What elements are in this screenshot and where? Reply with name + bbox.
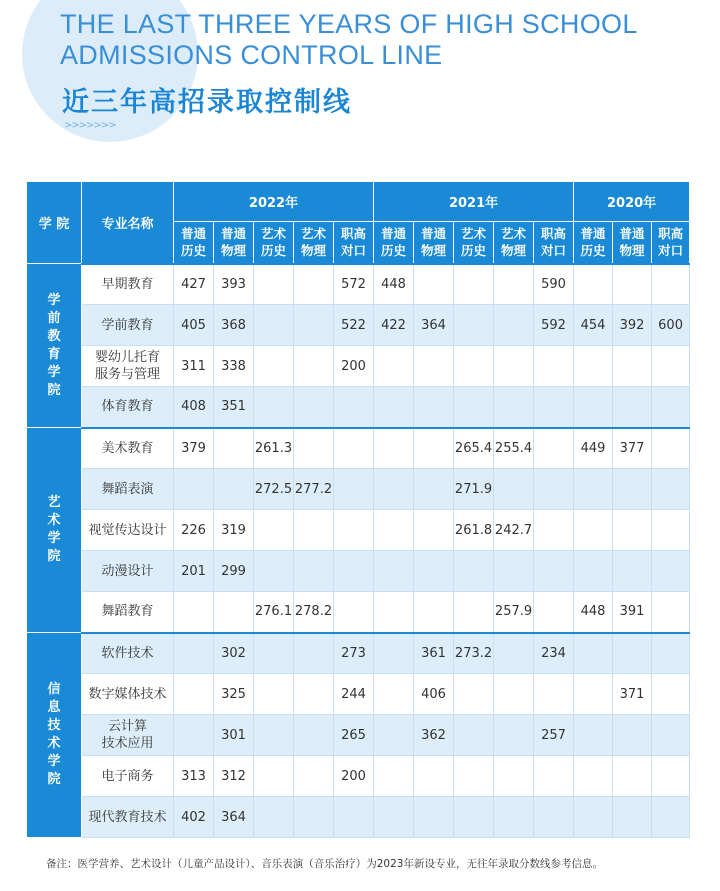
score-cell: 273.2 [454, 633, 494, 674]
score-cell [294, 756, 334, 797]
footnote: 备注：医学营养、艺术设计（儿童产品设计）、音乐表演（音乐治疗）为2023年新设专业，无往年录取分数线参考信息。 [46, 858, 603, 870]
major-name-line: 婴幼儿托育 [94, 350, 160, 365]
header-category-line: 艺术 [461, 226, 487, 242]
score-cell [574, 264, 613, 305]
score-cell [534, 797, 574, 838]
header-category-line: 艺术 [300, 226, 326, 242]
header-category-line: 普通 [381, 226, 407, 242]
header-year: 2021年 [374, 182, 574, 222]
major-name-line: 现代教育技术 [88, 809, 167, 825]
header-category [374, 222, 414, 264]
college-name-text: 艺术学院 [47, 495, 61, 564]
major-name-line: 动漫设计 [101, 563, 154, 579]
score-cell: 448 [374, 264, 414, 305]
score-cell: 391 [613, 592, 652, 633]
major-name-line: 电子商务 [101, 768, 154, 784]
score-cell [374, 756, 414, 797]
major-name-line: 舞蹈表演 [101, 481, 154, 497]
score-cell [374, 428, 414, 469]
score-cell [374, 469, 414, 510]
score-cell [494, 305, 534, 346]
score-cell: 377 [613, 428, 652, 469]
score-cell [494, 756, 534, 797]
header-category-line: 物理 [421, 243, 447, 259]
chevron-arrows-icon: >>>>>>> [64, 120, 116, 131]
score-cell: 572 [334, 264, 374, 305]
score-cell: 338 [214, 346, 254, 387]
score-cell [254, 510, 294, 551]
score-cell: 392 [613, 305, 652, 346]
score-cell: 319 [214, 510, 254, 551]
score-cell: 272.5 [254, 469, 294, 510]
score-cell: 368 [214, 305, 254, 346]
score-cell [534, 551, 574, 592]
score-cell [454, 592, 494, 633]
major-name-line: 软件技术 [101, 645, 154, 661]
score-cell [294, 264, 334, 305]
score-cell [254, 797, 294, 838]
title-en-line1: THE LAST THREE YEARS OF HIGH SCHOOL [60, 9, 638, 39]
score-cell [494, 551, 534, 592]
score-cell [334, 510, 374, 551]
score-cell: 301 [214, 715, 254, 756]
score-cell: 265 [334, 715, 374, 756]
score-cell [574, 797, 613, 838]
header-college: 学 院 [27, 182, 82, 264]
score-cell [254, 715, 294, 756]
score-cell [534, 469, 574, 510]
header-category-line: 普通 [580, 226, 606, 242]
score-cell [254, 633, 294, 674]
score-cell [214, 469, 254, 510]
header-category [454, 222, 494, 264]
score-cell [374, 715, 414, 756]
score-cell: 242.7 [494, 510, 534, 551]
score-cell: 313 [174, 756, 214, 797]
score-cell [574, 510, 613, 551]
header-category-line: 对口 [541, 243, 567, 259]
major-name [82, 264, 174, 305]
header-major: 专业名称 [82, 182, 174, 264]
score-cell [374, 674, 414, 715]
score-cell [254, 674, 294, 715]
score-cell [574, 674, 613, 715]
score-cell [334, 797, 374, 838]
header-category [294, 222, 334, 264]
score-cell: 393 [214, 264, 254, 305]
score-cell: 405 [174, 305, 214, 346]
score-cell: 325 [214, 674, 254, 715]
header-category-line: 普通 [220, 226, 246, 242]
college-name-text: 学前教育学院 [47, 292, 61, 398]
header-category [494, 222, 534, 264]
score-cell [494, 387, 534, 428]
table-row [27, 756, 690, 797]
score-cell [574, 387, 613, 428]
score-cell [652, 264, 690, 305]
major-name-line: 体育教育 [101, 399, 154, 415]
header-category-line: 艺术 [260, 226, 286, 242]
score-cell [414, 346, 454, 387]
score-cell [294, 674, 334, 715]
score-cell [534, 510, 574, 551]
table-row [27, 346, 690, 387]
major-name [82, 346, 174, 387]
table-row [27, 674, 690, 715]
table-row [27, 469, 690, 510]
score-cell [174, 633, 214, 674]
table-row [27, 428, 690, 469]
score-cell: 302 [214, 633, 254, 674]
score-cell [334, 428, 374, 469]
score-cell [454, 264, 494, 305]
page-title-english [60, 9, 700, 71]
major-name [82, 428, 174, 469]
score-cell [414, 797, 454, 838]
score-cell [613, 510, 652, 551]
header-category-line: 普通 [421, 226, 447, 242]
score-cell [494, 346, 534, 387]
score-cell [334, 387, 374, 428]
header-category-line: 普通 [619, 226, 645, 242]
table-row [27, 305, 690, 346]
score-cell [454, 305, 494, 346]
score-cell: 277.2 [294, 469, 334, 510]
score-cell [534, 346, 574, 387]
score-cell [334, 592, 374, 633]
score-cell: 351 [214, 387, 254, 428]
header-category-line: 对口 [658, 243, 684, 259]
score-cell: 261.3 [254, 428, 294, 469]
header-category [254, 222, 294, 264]
header-category-line: 历史 [580, 243, 606, 259]
major-name-line: 学前教育 [101, 317, 154, 333]
score-cell [174, 469, 214, 510]
header-category-line: 历史 [381, 243, 407, 259]
score-cell [613, 756, 652, 797]
major-name-line: 技术应用 [101, 736, 154, 751]
major-name [82, 387, 174, 428]
score-cell [454, 674, 494, 715]
score-cell [414, 264, 454, 305]
score-cell: 200 [334, 346, 374, 387]
score-cell: 276.1 [254, 592, 294, 633]
score-cell [534, 428, 574, 469]
college-name [27, 264, 82, 428]
score-cell [652, 428, 690, 469]
score-cell [613, 633, 652, 674]
score-cell: 590 [534, 264, 574, 305]
major-name [82, 510, 174, 551]
header-category-line: 职高 [658, 226, 684, 242]
score-cell [652, 633, 690, 674]
major-name-line: 数字媒体技术 [88, 686, 167, 702]
table-row [27, 510, 690, 551]
score-cell: 257 [534, 715, 574, 756]
header-category-line: 历史 [260, 243, 286, 259]
major-name-line: 美术教育 [101, 440, 154, 456]
page-title-chinese: 近三年高招录取控制线 [62, 87, 352, 118]
score-cell: 379 [174, 428, 214, 469]
score-cell [534, 674, 574, 715]
major-name [82, 592, 174, 633]
score-cell [294, 633, 334, 674]
score-cell [534, 387, 574, 428]
score-cell: 361 [414, 633, 454, 674]
score-cell [494, 633, 534, 674]
score-cell [374, 387, 414, 428]
score-cell [374, 346, 414, 387]
header-category [334, 222, 374, 264]
score-cell [174, 592, 214, 633]
score-cell [574, 756, 613, 797]
score-cell [494, 469, 534, 510]
score-cell [494, 797, 534, 838]
score-cell [574, 469, 613, 510]
score-cell [254, 346, 294, 387]
header-year: 2022年 [174, 182, 374, 222]
score-cell: 278.2 [294, 592, 334, 633]
score-cell [294, 797, 334, 838]
score-cell [652, 592, 690, 633]
score-cell: 371 [613, 674, 652, 715]
score-cell [652, 387, 690, 428]
header-category [574, 222, 613, 264]
score-cell [414, 756, 454, 797]
score-cell [494, 264, 534, 305]
header-category [174, 222, 214, 264]
major-name-line: 视觉传达设计 [88, 522, 167, 538]
college-name-text: 信息技术学院 [47, 682, 61, 787]
title-en-line2: ADMISSIONS CONTROL LINE [60, 40, 443, 70]
score-cell: 299 [214, 551, 254, 592]
major-name-line: 舞蹈教育 [101, 604, 154, 620]
major-name-line: 云计算 [107, 719, 147, 734]
score-cell [652, 510, 690, 551]
score-cell: 600 [652, 305, 690, 346]
header-category [652, 222, 690, 264]
score-cell [254, 551, 294, 592]
score-cell [374, 633, 414, 674]
score-cell [414, 510, 454, 551]
score-cell [294, 715, 334, 756]
score-cell [214, 428, 254, 469]
score-cell: 261.8 [454, 510, 494, 551]
score-cell: 271.9 [454, 469, 494, 510]
score-cell [652, 797, 690, 838]
major-name [82, 305, 174, 346]
score-cell [414, 551, 454, 592]
score-cell [334, 551, 374, 592]
college-name [27, 428, 82, 633]
score-cell [613, 469, 652, 510]
table-row [27, 633, 690, 674]
score-cell: 226 [174, 510, 214, 551]
score-cell [414, 428, 454, 469]
score-cell: 364 [214, 797, 254, 838]
score-cell [374, 510, 414, 551]
score-cell: 273 [334, 633, 374, 674]
score-cell: 448 [574, 592, 613, 633]
score-cell [374, 797, 414, 838]
table-row [27, 797, 690, 838]
score-cell [294, 510, 334, 551]
major-name [82, 756, 174, 797]
header-year: 2020年 [574, 182, 690, 222]
score-cell [414, 469, 454, 510]
major-name [82, 551, 174, 592]
score-cell [374, 551, 414, 592]
score-cell: 257.9 [494, 592, 534, 633]
score-cell [454, 715, 494, 756]
score-cell [294, 305, 334, 346]
table-row [27, 551, 690, 592]
score-cell [613, 715, 652, 756]
header-category-line: 普通 [180, 226, 206, 242]
score-cell [652, 551, 690, 592]
score-cell [294, 551, 334, 592]
score-cell [454, 346, 494, 387]
score-cell [652, 674, 690, 715]
score-cell: 364 [414, 305, 454, 346]
header-category-line: 历史 [180, 243, 206, 259]
score-cell: 255.4 [494, 428, 534, 469]
score-cell: 265.4 [454, 428, 494, 469]
score-cell [454, 387, 494, 428]
table-row [27, 715, 690, 756]
table-row [27, 592, 690, 633]
score-cell [613, 551, 652, 592]
header-category-line: 职高 [341, 226, 367, 242]
major-name [82, 633, 174, 674]
header-category [613, 222, 652, 264]
major-name [82, 797, 174, 838]
score-cell [574, 715, 613, 756]
score-cell [454, 797, 494, 838]
score-cell [652, 346, 690, 387]
score-cell [254, 756, 294, 797]
score-cell: 522 [334, 305, 374, 346]
score-cell [294, 387, 334, 428]
score-cell [574, 346, 613, 387]
score-cell: 200 [334, 756, 374, 797]
score-cell: 234 [534, 633, 574, 674]
score-cell [414, 592, 454, 633]
score-cell: 427 [174, 264, 214, 305]
score-cell [294, 346, 334, 387]
score-cell [334, 469, 374, 510]
score-cell [454, 551, 494, 592]
header-category-line: 职高 [541, 226, 567, 242]
header-category [534, 222, 574, 264]
score-cell [652, 469, 690, 510]
score-cell [494, 715, 534, 756]
score-cell [454, 756, 494, 797]
score-cell [574, 633, 613, 674]
major-name [82, 674, 174, 715]
score-cell [613, 387, 652, 428]
score-cell: 311 [174, 346, 214, 387]
header-category-line: 艺术 [501, 226, 527, 242]
score-cell: 362 [414, 715, 454, 756]
score-cell [652, 756, 690, 797]
score-cell [613, 797, 652, 838]
score-cell: 406 [414, 674, 454, 715]
header-category-line: 对口 [341, 243, 367, 259]
table-row [27, 264, 690, 305]
major-name-line: 服务与管理 [94, 367, 160, 382]
score-cell [254, 264, 294, 305]
header-category-line: 物理 [220, 243, 246, 259]
header-category-line: 历史 [461, 243, 487, 259]
score-cell: 454 [574, 305, 613, 346]
score-cell: 244 [334, 674, 374, 715]
score-cell [652, 715, 690, 756]
score-cell: 449 [574, 428, 613, 469]
header-year-row [27, 182, 690, 222]
table-row [27, 387, 690, 428]
score-cell: 312 [214, 756, 254, 797]
score-cell [574, 551, 613, 592]
score-cell: 201 [174, 551, 214, 592]
score-cell [214, 592, 254, 633]
score-cell [294, 428, 334, 469]
score-cell [254, 387, 294, 428]
major-name [82, 469, 174, 510]
score-cell [254, 305, 294, 346]
score-cell [414, 387, 454, 428]
score-cell: 592 [534, 305, 574, 346]
score-cell [534, 756, 574, 797]
admissions-table [26, 181, 690, 838]
major-name [82, 715, 174, 756]
score-cell: 422 [374, 305, 414, 346]
college-name [27, 633, 82, 838]
score-cell [494, 674, 534, 715]
major-name-line: 早期教育 [101, 276, 154, 292]
score-cell [374, 592, 414, 633]
header-category [414, 222, 454, 264]
header-category-line: 物理 [501, 243, 527, 259]
header-category [214, 222, 254, 264]
score-cell [613, 264, 652, 305]
score-cell [174, 674, 214, 715]
score-cell: 402 [174, 797, 214, 838]
header-category-line: 物理 [300, 243, 326, 259]
score-cell [534, 592, 574, 633]
score-cell [613, 346, 652, 387]
score-cell: 408 [174, 387, 214, 428]
header-category-line: 物理 [619, 243, 645, 259]
score-cell [174, 715, 214, 756]
